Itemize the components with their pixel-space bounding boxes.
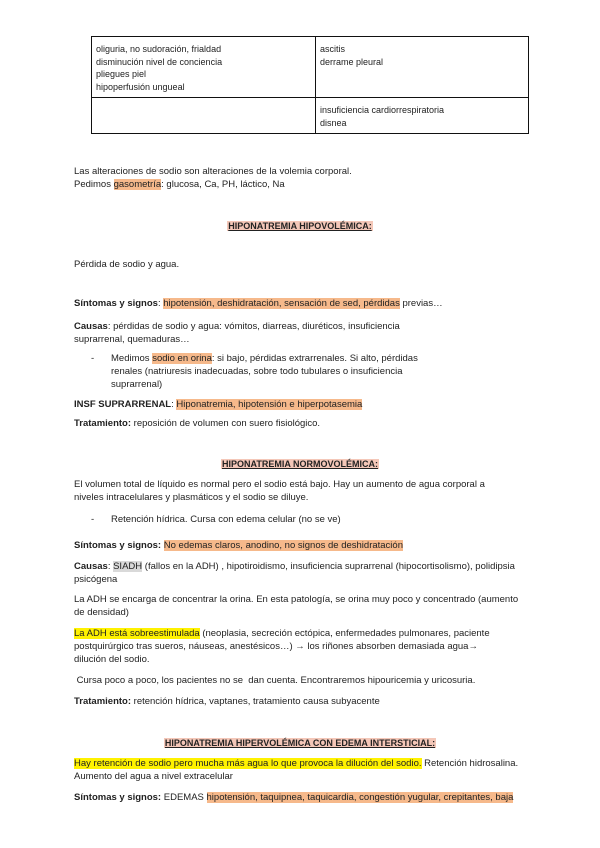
text: previas… [399,298,443,309]
paragraph-line: suprarrenal, quemaduras… [74,334,190,345]
highlight: Hay retención de sodio pero mucha más agua lo que provoca la dilución del sodio. [74,758,422,769]
text: reposición de volumen con suero fisiológico. [131,418,321,429]
paragraph: El volumen total de líquido es normal pero el sodio está bajo. Hay un aumento de agua corporal a [74,479,485,490]
highlight: gasometría [113,179,162,190]
text: : glucosa, Ca, PH, láctico, Na [161,179,285,190]
paragraph [74,792,513,805]
highlight: Hiponatremia, hipotensión e hiperpotasemia [176,399,363,410]
paragraph [74,628,490,641]
paragraph: Cursa poco a poco, los pacientes no se dan cuenta. Encontraremos hipouricemia y uricosuria. [74,675,476,686]
label: Síntomas y signos [74,298,158,309]
bullet-line: renales (natriuresis inadecuadas, sobre todo tubulares o insuficiencia [111,366,403,377]
highlight: hipotensión, deshidratación, sensación de sed, pérdidas [163,298,400,309]
section-heading [0,459,600,469]
highlight: La ADH está sobreestimulada [74,628,200,639]
paragraph [74,321,400,334]
text: Medimos [111,353,153,364]
cell-line: disnea [320,117,347,128]
cell-line: hipoperfusión ungueal [96,81,185,92]
heading-text: HIPONATREMIA HIPERVOLÉMICA CON EDEMA INTERSTICIAL: [164,738,436,748]
text: EDEMAS [161,792,207,803]
bullet-line: suprarrenal) [111,379,163,390]
section-heading [0,221,600,231]
paragraph [74,298,443,311]
paragraph: Pérdida de sodio y agua. [74,259,180,270]
bullet-dash: - [91,514,95,525]
cell-line: disminución nivel de conciencia [96,56,223,67]
highlight: sodio en orina [152,353,212,364]
label: Síntomas y signos: [74,540,162,551]
table-row [92,98,529,134]
label: Causas [74,321,108,332]
cell-line: insuficiencia cardiorrespiratoria [320,105,445,115]
highlight: hipotensión, taquipnea, taquicardia, congestión yugular, crepitantes, baja [206,792,514,803]
cell-line: oliguria, no sudoración, frialdad [96,44,222,54]
text: : [107,561,114,572]
label: Causas [74,561,108,572]
text: Retención hidrosalina. [421,758,519,769]
table-cell [92,37,316,98]
heading-text: HIPONATREMIA NORMOVOLÉMICA: [222,459,378,469]
highlight: No edemas claros, anodino, no signos de deshidratación [163,540,403,551]
cell-line: ascitis [320,44,346,54]
text: Pedimos [74,179,114,190]
paragraph [74,758,518,771]
paragraph-line: dilución del sodio. [74,654,150,665]
paragraph-line: Aumento del agua a nivel extracelular [74,771,233,782]
paragraph-line: postquirúrgico tras sueros, náuseas, anestésicos…) → los riñones absorben demasiada agua→ [74,641,478,652]
text: : si bajo, pérdidas extrarrenales. Si alto, pérdidas [211,353,418,364]
symptoms-table [91,36,529,134]
cell-line: pliegues piel [96,69,147,79]
paragraph [74,399,362,412]
table-cell [316,98,529,134]
paragraph: La ADH se encarga de concentrar la orina. En esta patología, se orina muy poco y concentrado (aumento [74,594,519,605]
label: Tratamiento: [74,418,132,429]
bullet-dash: - [91,353,95,364]
table-row [92,37,529,98]
paragraph-line: niveles intracelulares y plasmáticos y el sodio se diluye. [74,492,309,503]
text: : pérdidas de sodio y agua: vómitos, diarreas, diuréticos, insuficiencia [107,321,400,332]
label: Tratamiento: [74,696,132,707]
table-cell [316,37,529,98]
text: retención hídrica, vaptanes, tratamiento causa subyacente [131,696,380,707]
paragraph-line: de densidad) [74,607,129,618]
cell-line: derrame pleural [320,56,384,67]
paragraph-line: psicógena [74,574,118,585]
text: : [171,399,177,410]
bullet-line: Retención hídrica. Cursa con edema celular (no se ve) [111,514,341,525]
bullet-line [111,353,418,366]
text: : [157,298,164,309]
paragraph [74,561,515,574]
paragraph [74,696,380,709]
intro-line [74,179,285,192]
table-cell [92,98,316,134]
paragraph [74,418,320,431]
heading-text: HIPONATREMIA HIPOVOLÉMICA: [228,221,372,231]
highlight: SIADH [113,561,143,572]
text: (fallos en la ADH) , hipotiroidismo, insuficiencia suprarrenal (hipocortisolismo), polidipsia [142,561,515,572]
label: Síntomas y signos: [74,792,162,803]
text: (neoplasia, secreción ectópica, enfermedades pulmonares, paciente [199,628,490,639]
intro-line: Las alteraciones de sodio son alteraciones de la volemia corporal. [74,166,352,177]
label: INSF SUPRARRENAL [74,399,172,410]
paragraph [74,540,403,553]
section-heading [0,738,600,748]
